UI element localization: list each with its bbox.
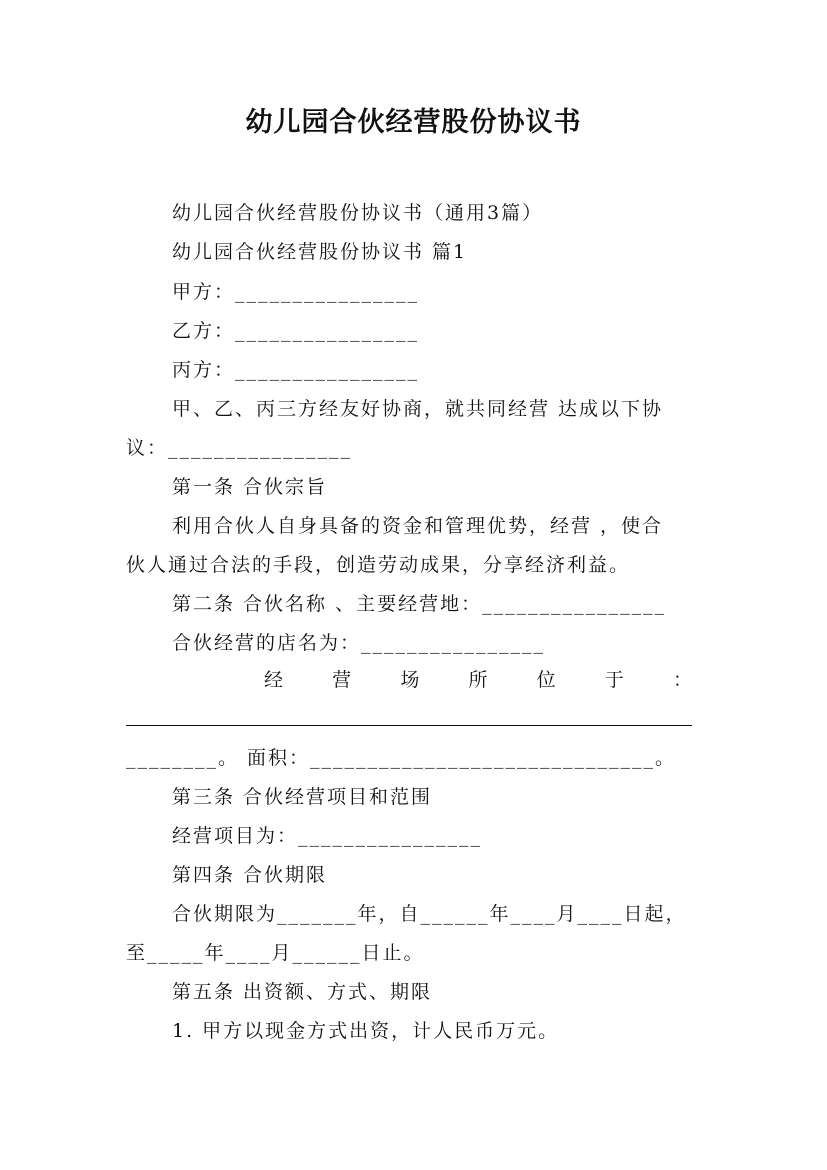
party-b-line: 乙方：________________: [172, 320, 420, 342]
document-title: 幼儿园合伙经营股份协议书: [245, 107, 582, 138]
article-5-item-1: 1. 甲方以现金方式出资，计人民币万元。: [172, 1020, 560, 1042]
intro-line-1: 甲、乙、丙三方经友好协商，就共同经营 达成以下协: [172, 398, 664, 420]
location-char: 位: [536, 669, 578, 691]
article-4-line-1: 合伙期限为_______年，自______年____月____日起，: [172, 903, 687, 925]
article-4-title: 第四条 合伙期限: [172, 864, 328, 886]
party-a-line: 甲方：________________: [172, 281, 420, 303]
party-c-line: 丙方：________________: [172, 359, 420, 381]
article-3-title: 第三条 合伙经营项目和范围: [172, 786, 433, 808]
article-5-title: 第五条 出资额、方式、期限: [172, 981, 433, 1003]
location-char: ：: [672, 669, 692, 691]
section-heading: 幼儿园合伙经营股份协议书 篇1: [172, 241, 468, 263]
location-char: 于: [604, 669, 646, 691]
location-char: 所: [468, 669, 510, 691]
document-subtitle: 幼儿园合伙经营股份协议书（通用3篇）: [172, 202, 544, 224]
article-2-location-label: [264, 668, 692, 692]
location-char: 经: [264, 669, 305, 691]
article-1-title: 第一条 合伙宗旨: [172, 476, 328, 498]
article-1-line-1: 利用合伙人自身具备的资金和管理优势，经营 ，使合: [172, 515, 664, 537]
article-2-area: ________。 面积：______________________________。: [126, 747, 677, 769]
intro-line-2: 议：________________: [126, 437, 353, 459]
article-1-line-2: 伙人通过合法的手段，创造劳动成果，分享经济利益。: [126, 554, 631, 576]
article-3-items: 经营项目为：________________: [172, 825, 483, 847]
article-4-line-2: 至_____年____月______日止。: [126, 942, 425, 964]
article-2-title: 第二条 合伙名称 、主要经营地：________________: [172, 593, 667, 615]
location-char: 场: [400, 669, 441, 691]
location-blank-line: [126, 725, 692, 726]
article-2-store-name: 合伙经营的店名为：________________: [172, 632, 546, 654]
location-char: 营: [332, 669, 373, 691]
